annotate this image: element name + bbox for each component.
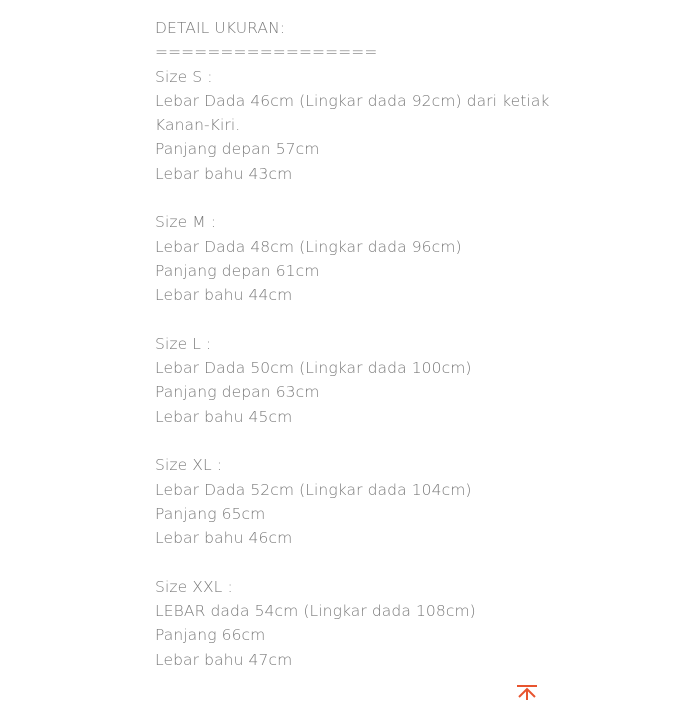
size-detail-line: Kanan-Kiri. (155, 116, 241, 135)
size-detail-line: Lebar bahu 44cm (155, 286, 293, 305)
size-detail-line: Lebar Dada 50cm (Lingkar dada 100cm) (155, 359, 472, 378)
size-detail-line: Panjang depan 57cm (155, 140, 320, 159)
size-title: Size S : (155, 67, 213, 86)
size-title: Size XL : (155, 456, 223, 475)
size-detail-line: LEBAR dada 54cm (Lingkar dada 108cm) (155, 602, 476, 621)
size-detail-line: Panjang 66cm (155, 626, 266, 645)
size-block-l (155, 332, 675, 429)
size-title: Size M : (155, 213, 217, 232)
blank-line (155, 308, 675, 332)
size-detail-line: Lebar bahu 46cm (155, 529, 293, 548)
size-detail-line: Panjang 65cm (155, 504, 266, 523)
size-block-xl (155, 453, 675, 550)
size-block-xxl (155, 575, 675, 672)
blank-line (155, 429, 675, 453)
size-detail-line: Panjang depan 61cm (155, 261, 320, 280)
blank-line (155, 186, 675, 210)
size-detail-line: Lebar bahu 43cm (155, 164, 293, 183)
scroll-to-top-icon (516, 684, 538, 700)
size-title: Size XXL : (155, 577, 233, 596)
scroll-to-top-button[interactable] (516, 684, 538, 700)
size-detail-line: Lebar Dada 52cm (Lingkar dada 104cm) (155, 480, 472, 499)
size-title: Size L : (155, 334, 212, 353)
size-block-m (155, 210, 675, 307)
product-description (155, 16, 675, 672)
size-detail-line: Lebar bahu 47cm (155, 650, 293, 669)
size-detail-line: Panjang depan 63cm (155, 383, 320, 402)
description-header: DETAIL UKURAN: (155, 19, 286, 37)
size-detail-line: Lebar Dada 48cm (Lingkar dada 96cm) (155, 237, 462, 256)
size-block-s (155, 65, 675, 186)
blank-line (155, 551, 675, 575)
size-detail-line: Lebar bahu 45cm (155, 407, 293, 426)
size-detail-line: Lebar Dada 46cm (Lingkar dada 92cm) dari ketiak (155, 91, 550, 110)
description-separator: ================= (155, 43, 378, 62)
